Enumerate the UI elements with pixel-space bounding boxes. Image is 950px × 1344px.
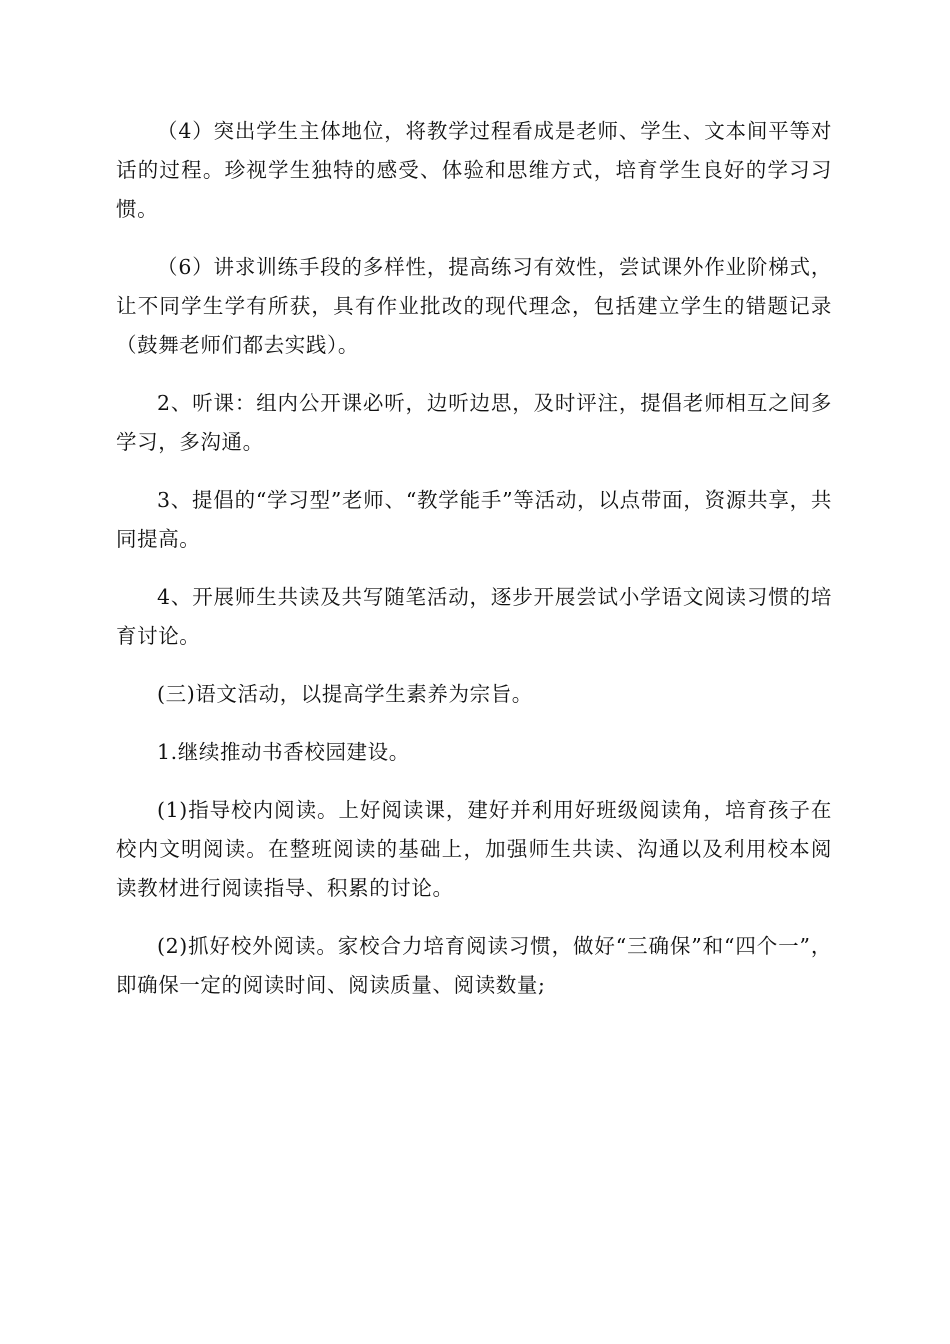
paragraph-out-of-school-reading: (2)抓好校外阅读。家校合力培育阅读习惯，做好“三确保”和“四个一”，即确保一定的阅读时间、阅读质量、阅读数量; [116, 934, 832, 997]
paragraph-learning-teacher: 3、提倡的“学习型”老师、“教学能手”等活动，以点带面，资源共享，共同提高。 [116, 488, 832, 551]
paragraph-co-reading: 4、开展师生共读及共写随笔活动，逐步开展尝试小学语文阅读习惯的培育讨论。 [116, 585, 832, 648]
subheading-scholarly-campus: 1.继续推动书香校园建设。 [157, 740, 410, 764]
paragraph-point-4: （4）突出学生主体地位，将教学过程看成是老师、学生、文本间平等对话的过程。珍视学生独特的感受、体验和思维方式，培育学生良好的学习习惯。 [116, 119, 832, 221]
paragraph-lesson-observation: 2、听课：组内公开课必听，边听边思，及时评注，提倡老师相互之间多学习，多沟通。 [116, 391, 832, 454]
paragraph-point-6: （6）讲求训练手段的多样性，提高练习有效性，尝试课外作业阶梯式，让不同学生学有所获，具有作业批改的现代理念，包括建立学生的错题记录（鼓舞老师们都去实践）。 [116, 255, 832, 357]
document-body [116, 112, 832, 1024]
paragraph-in-school-reading: (1)指导校内阅读。上好阅读课，建好并利用好班级阅读角，培育孩子在校内文明阅读。在整班阅读的基础上，加强师生共读、沟通以及利用校本阅读教材进行阅读指导、积累的讨论。 [116, 798, 832, 900]
section-heading-chinese-activities: (三)语文活动，以提高学生素养为宗旨。 [157, 682, 533, 706]
